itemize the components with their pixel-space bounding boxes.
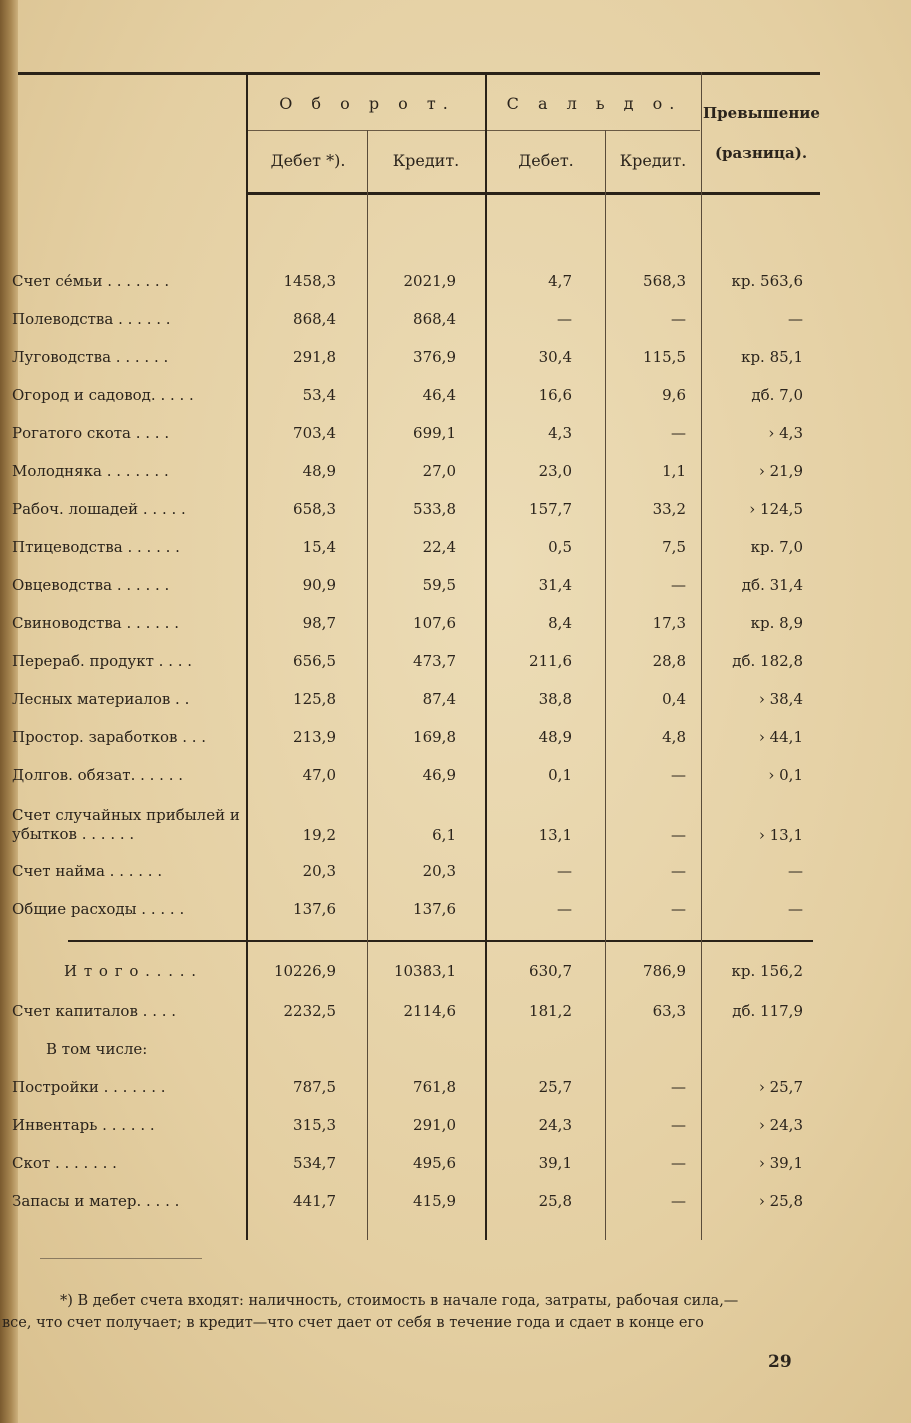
table-row bbox=[0, 538, 911, 572]
row-label: И т о г о . . . . . bbox=[64, 962, 198, 980]
cell-saldo-debet: — bbox=[557, 900, 572, 918]
cell-oborot-kredit: 46,4 bbox=[422, 386, 456, 404]
cell-saldo-kredit: — bbox=[671, 1078, 686, 1096]
cell-oborot-debet: 291,8 bbox=[293, 348, 336, 366]
cell-raznitsa: — bbox=[788, 900, 803, 918]
cell-raznitsa: › 25,7 bbox=[758, 1078, 803, 1096]
cell-saldo-debet: 38,8 bbox=[538, 690, 572, 708]
table-row bbox=[0, 728, 911, 762]
cell-saldo-kredit: — bbox=[671, 424, 686, 442]
cell-oborot-debet: 90,9 bbox=[302, 576, 336, 594]
footnote-line-1: *) В дебет счета входят: наличность, стоимость в начале года, затраты, рабочая сила,— bbox=[60, 1293, 739, 1309]
totals-row bbox=[0, 1116, 911, 1150]
cell-raznitsa: › 25,8 bbox=[758, 1192, 803, 1210]
cell-oborot-kredit: 699,1 bbox=[413, 424, 456, 442]
table-row bbox=[0, 576, 911, 610]
cell-saldo-kredit: 1,1 bbox=[662, 462, 686, 480]
cell-oborot-debet: 48,9 bbox=[302, 462, 336, 480]
cell-raznitsa: › 38,4 bbox=[758, 690, 803, 708]
header-saldo: С а л ь д о. bbox=[506, 94, 682, 113]
row-label: Молодняка . . . . . . . bbox=[12, 462, 169, 480]
cell-saldo-debet: 25,8 bbox=[538, 1192, 572, 1210]
cell-oborot-kredit: 415,9 bbox=[413, 1192, 456, 1210]
cell-oborot-debet: 10226,9 bbox=[273, 962, 336, 980]
cell-oborot-debet: 137,6 bbox=[293, 900, 336, 918]
subheader-rule bbox=[248, 130, 700, 131]
cell-oborot-debet: 19,2 bbox=[302, 826, 336, 844]
footnote bbox=[0, 1290, 882, 1334]
cell-saldo-kredit: — bbox=[671, 826, 686, 844]
top-rule bbox=[18, 72, 820, 75]
cell-raznitsa: дб. 182,8 bbox=[732, 652, 803, 670]
header-rule bbox=[248, 192, 820, 195]
cell-raznitsa: кр. 563,6 bbox=[731, 272, 803, 290]
table-row bbox=[0, 462, 911, 496]
cell-saldo-debet: 48,9 bbox=[538, 728, 572, 746]
cell-saldo-debet: 630,7 bbox=[529, 962, 572, 980]
row-label: Огород и садовод. . . . . bbox=[12, 386, 194, 404]
header-raznitsa: (разница). bbox=[714, 144, 808, 162]
cell-saldo-kredit: 9,6 bbox=[662, 386, 686, 404]
cell-saldo-kredit: 568,3 bbox=[643, 272, 686, 290]
row-label: Запасы и матер. . . . . bbox=[12, 1192, 180, 1210]
header-debet-star: Дебет *). bbox=[270, 151, 346, 170]
cell-oborot-debet: 441,7 bbox=[293, 1192, 336, 1210]
totals-row bbox=[0, 1002, 911, 1036]
cell-saldo-debet: — bbox=[557, 862, 572, 880]
cell-raznitsa: › 4,3 bbox=[768, 424, 803, 442]
cell-saldo-debet: — bbox=[557, 310, 572, 328]
table-row bbox=[0, 766, 911, 800]
cell-oborot-kredit: 107,6 bbox=[413, 614, 456, 632]
row-label: Птицеводства . . . . . . bbox=[12, 538, 180, 556]
row-label: Скот . . . . . . . bbox=[12, 1154, 117, 1172]
cell-raznitsa: дб. 7,0 bbox=[751, 386, 803, 404]
footnote-rule bbox=[40, 1258, 202, 1259]
cell-raznitsa: кр. 85,1 bbox=[741, 348, 803, 366]
row-label: Счет найма . . . . . . bbox=[12, 862, 163, 880]
cell-oborot-debet: 213,9 bbox=[293, 728, 336, 746]
cell-saldo-kredit: 4,8 bbox=[662, 728, 686, 746]
cell-oborot-kredit: 533,8 bbox=[413, 500, 456, 518]
footnote-line-2: все, что счет получает; в кредит—что счет дает от себя в течение года и сдает в конце его bbox=[2, 1315, 704, 1331]
cell-saldo-debet: 31,4 bbox=[538, 576, 572, 594]
cell-oborot-kredit: 10383,1 bbox=[393, 962, 456, 980]
table-row bbox=[0, 652, 911, 686]
table-row bbox=[0, 424, 911, 458]
cell-saldo-kredit: — bbox=[671, 1154, 686, 1172]
cell-oborot-debet: 2232,5 bbox=[283, 1002, 336, 1020]
row-label: Луговодства . . . . . . bbox=[12, 348, 169, 366]
header-kredit: Кредит. bbox=[392, 151, 460, 170]
table-row bbox=[0, 310, 911, 344]
cell-saldo-kredit: 786,9 bbox=[643, 962, 686, 980]
table-row bbox=[0, 806, 911, 850]
cell-saldo-kredit: 63,3 bbox=[652, 1002, 686, 1020]
cell-saldo-debet: 4,7 bbox=[548, 272, 572, 290]
cell-raznitsa: › 0,1 bbox=[768, 766, 803, 784]
cell-saldo-debet: 24,3 bbox=[538, 1116, 572, 1134]
cell-oborot-kredit: 495,6 bbox=[413, 1154, 456, 1172]
cell-saldo-kredit: 7,5 bbox=[662, 538, 686, 556]
page-number: 29 bbox=[768, 1352, 792, 1372]
table-row bbox=[0, 900, 911, 934]
cell-saldo-kredit: — bbox=[671, 310, 686, 328]
cell-oborot-kredit: 20,3 bbox=[422, 862, 456, 880]
header-saldo-kredit: Кредит. bbox=[619, 151, 687, 170]
cell-raznitsa: › 39,1 bbox=[758, 1154, 803, 1172]
totals-row bbox=[0, 1154, 911, 1188]
cell-raznitsa: — bbox=[788, 862, 803, 880]
row-label: Общие расходы . . . . . bbox=[12, 900, 185, 918]
cell-saldo-debet: 181,2 bbox=[529, 1002, 572, 1020]
cell-oborot-debet: 787,5 bbox=[293, 1078, 336, 1096]
cell-saldo-debet: 211,6 bbox=[529, 652, 572, 670]
cell-saldo-kredit: — bbox=[671, 900, 686, 918]
cell-raznitsa: › 13,1 bbox=[758, 826, 803, 844]
cell-saldo-debet: 4,3 bbox=[548, 424, 572, 442]
cell-oborot-kredit: 376,9 bbox=[413, 348, 456, 366]
cell-oborot-debet: 315,3 bbox=[293, 1116, 336, 1134]
cell-oborot-kredit: 868,4 bbox=[413, 310, 456, 328]
header-saldo-debet: Дебет. bbox=[518, 151, 574, 170]
totals-row bbox=[0, 1192, 911, 1226]
cell-oborot-debet: 15,4 bbox=[302, 538, 336, 556]
cell-oborot-debet: 656,5 bbox=[293, 652, 336, 670]
cell-raznitsa: кр. 7,0 bbox=[750, 538, 803, 556]
cell-oborot-kredit: 59,5 bbox=[422, 576, 456, 594]
cell-oborot-kredit: 27,0 bbox=[422, 462, 456, 480]
row-label: Свиноводства . . . . . . bbox=[12, 614, 179, 632]
cell-oborot-debet: 20,3 bbox=[302, 862, 336, 880]
cell-saldo-kredit: — bbox=[671, 1116, 686, 1134]
row-label: Рогатого скота . . . . bbox=[12, 424, 170, 442]
cell-oborot-debet: 53,4 bbox=[302, 386, 336, 404]
table-row bbox=[0, 500, 911, 534]
table-row bbox=[0, 862, 911, 896]
totals-row bbox=[0, 1040, 911, 1074]
cell-oborot-debet: 125,8 bbox=[293, 690, 336, 708]
cell-oborot-kredit: 761,8 bbox=[413, 1078, 456, 1096]
cell-saldo-debet: 157,7 bbox=[529, 500, 572, 518]
header-oborot: О б о р о т. bbox=[279, 94, 455, 113]
table-row bbox=[0, 386, 911, 420]
totals-row bbox=[0, 1078, 911, 1112]
cell-saldo-kredit: — bbox=[671, 1192, 686, 1210]
cell-oborot-kredit: 46,9 bbox=[422, 766, 456, 784]
row-label: Счет капиталов . . . . bbox=[12, 1002, 177, 1020]
cell-raznitsa: — bbox=[788, 310, 803, 328]
row-label: Долгов. обязат. . . . . . bbox=[12, 766, 184, 784]
cell-oborot-kredit: 291,0 bbox=[413, 1116, 456, 1134]
cell-saldo-debet: 0,5 bbox=[548, 538, 572, 556]
cell-oborot-kredit: 22,4 bbox=[422, 538, 456, 556]
cell-saldo-debet: 30,4 bbox=[538, 348, 572, 366]
cell-oborot-debet: 534,7 bbox=[293, 1154, 336, 1172]
cell-saldo-kredit: 17,3 bbox=[652, 614, 686, 632]
cell-oborot-kredit: 137,6 bbox=[413, 900, 456, 918]
cell-saldo-kredit: — bbox=[671, 862, 686, 880]
cell-oborot-kredit: 2114,6 bbox=[403, 1002, 456, 1020]
cell-oborot-debet: 868,4 bbox=[293, 310, 336, 328]
cell-oborot-kredit: 87,4 bbox=[422, 690, 456, 708]
cell-raznitsa: › 124,5 bbox=[749, 500, 803, 518]
cell-saldo-kredit: — bbox=[671, 576, 686, 594]
table-row bbox=[0, 614, 911, 648]
totals-row bbox=[0, 962, 911, 996]
row-label: Инвентарь . . . . . . bbox=[12, 1116, 155, 1134]
row-label: Лесных материалов . . bbox=[12, 690, 190, 708]
cell-saldo-debet: 0,1 bbox=[548, 766, 572, 784]
table-row bbox=[0, 348, 911, 382]
cell-raznitsa: › 24,3 bbox=[758, 1116, 803, 1134]
cell-raznitsa: дб. 31,4 bbox=[741, 576, 803, 594]
cell-oborot-debet: 658,3 bbox=[293, 500, 336, 518]
cell-oborot-kredit: 473,7 bbox=[413, 652, 456, 670]
table-row bbox=[0, 690, 911, 724]
cell-oborot-kredit: 6,1 bbox=[432, 826, 456, 844]
cell-oborot-kredit: 2021,9 bbox=[403, 272, 456, 290]
cell-saldo-debet: 23,0 bbox=[538, 462, 572, 480]
cell-saldo-debet: 13,1 bbox=[538, 826, 572, 844]
row-label: В том числе: bbox=[46, 1040, 148, 1058]
cell-saldo-debet: 8,4 bbox=[548, 614, 572, 632]
table-row bbox=[0, 272, 911, 306]
cell-oborot-debet: 47,0 bbox=[302, 766, 336, 784]
cell-saldo-kredit: 115,5 bbox=[643, 348, 686, 366]
header-prevyshenie: Превышение bbox=[703, 104, 820, 122]
cell-oborot-kredit: 169,8 bbox=[413, 728, 456, 746]
cell-oborot-debet: 98,7 bbox=[302, 614, 336, 632]
cell-raznitsa: › 21,9 bbox=[758, 462, 803, 480]
row-label: Простор. заработков . . . bbox=[12, 728, 207, 746]
cell-saldo-debet: 16,6 bbox=[538, 386, 572, 404]
cell-saldo-kredit: 28,8 bbox=[652, 652, 686, 670]
cell-saldo-kredit: — bbox=[671, 766, 686, 784]
cell-saldo-kredit: 0,4 bbox=[662, 690, 686, 708]
row-label: Полеводства . . . . . . bbox=[12, 310, 171, 328]
cell-raznitsa: кр. 8,9 bbox=[750, 614, 803, 632]
cell-raznitsa: кр. 156,2 bbox=[731, 962, 803, 980]
row-label: Счет случайных прибылей и убытков . . . . . . bbox=[12, 806, 240, 843]
row-label: Перераб. продукт . . . . bbox=[12, 652, 193, 670]
cell-raznitsa: дб. 117,9 bbox=[732, 1002, 803, 1020]
cell-oborot-debet: 703,4 bbox=[293, 424, 336, 442]
cell-raznitsa: › 44,1 bbox=[758, 728, 803, 746]
row-label: Счет се́мьи . . . . . . . bbox=[12, 272, 170, 290]
cell-saldo-debet: 25,7 bbox=[538, 1078, 572, 1096]
row-label: Рабоч. лошадей . . . . . bbox=[12, 500, 186, 518]
row-label: Постройки . . . . . . . bbox=[12, 1078, 166, 1096]
row-label: Овцеводства . . . . . . bbox=[12, 576, 170, 594]
cell-oborot-debet: 1458,3 bbox=[283, 272, 336, 290]
cell-saldo-debet: 39,1 bbox=[538, 1154, 572, 1172]
cell-saldo-kredit: 33,2 bbox=[652, 500, 686, 518]
